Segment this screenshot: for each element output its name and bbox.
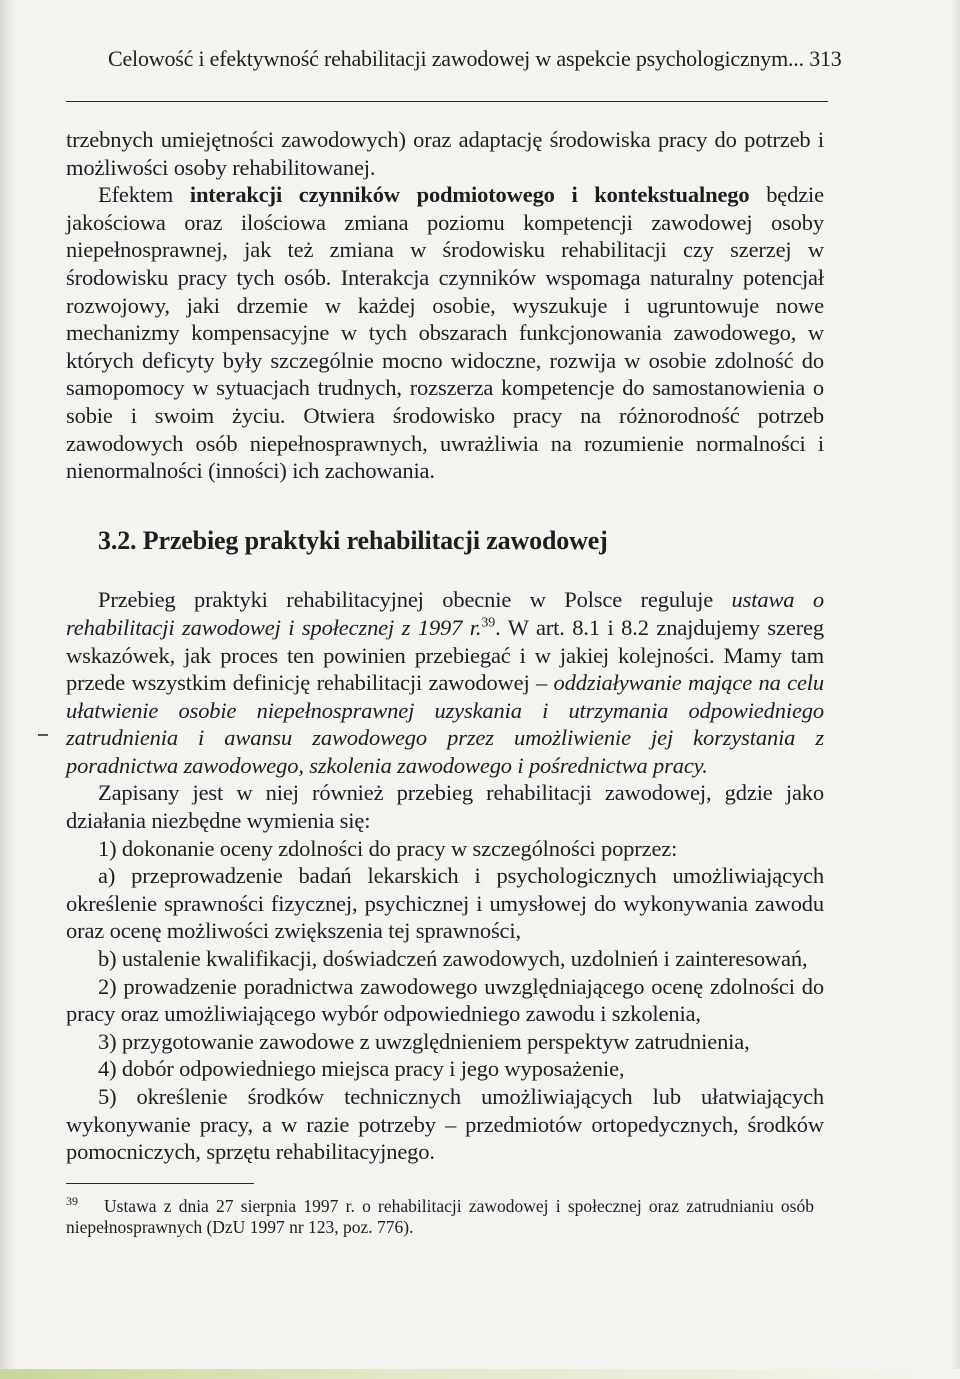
- paragraph-law-start: Przebieg praktyki rehabilitacyjnej obecnie w Polsce reguluje: [98, 587, 732, 613]
- paragraph-law: [66, 586, 824, 779]
- running-header: Celowość i efektywność rehabilitacji zawodowej w aspekcie psychologicznym... 313: [108, 46, 842, 71]
- list-item: 5) określenie środków technicznych umożliwiających lub ułatwiających wykonywanie pracy, a w razie potrzeby – przedmiotów ortopedycznych, środków pomocniczych, sprzętu rehabilitacyjnego.: [66, 1084, 824, 1165]
- bold-phrase: interakcji czynników podmiotowego i kontekstualnego: [189, 182, 750, 208]
- paragraph-interaction-start: Efektem: [98, 182, 190, 208]
- page-gutter-shadow: [0, 0, 18, 1379]
- paragraph-continuation: trzebnych umiejętności zawodowych) oraz adaptację środowiska pracy do potrzeb i możliwości osoby rehabilitowanej.: [66, 127, 824, 180]
- law-title: ustawa o rehabilitacji zawodowej i społecznej z 1997 r.: [66, 587, 824, 640]
- section-heading: 3.2. Przebieg praktyki rehabilitacji zawodowej: [98, 525, 608, 555]
- page-edge-shadow: [950, 0, 960, 1379]
- list-item: 1) dokonanie oceny zdolności do pracy w szczególności poprzez:: [98, 835, 678, 861]
- paragraph-law-mid: . W art. 8.1 i 8.2 znajdujemy szereg wskazówek, jak proces ten powinien przebiegać i w jakiej kolejności. Mamy tam przede wszystkim definicję rehabilitacji zawodowej –: [66, 614, 824, 696]
- footnote-rule: [66, 1183, 254, 1184]
- footnote-text: Ustawa z dnia 27 sierpnia 1997 r. o rehabilitacji zawodowej i społecznej oraz zatrudnianiu osób niepełnosprawnych (DzU 1997 nr 123, poz. 776).: [66, 1196, 814, 1237]
- header-rule: [66, 101, 828, 102]
- definition-quote: oddziaływanie mające na celu ułatwienie osobie niepełnosprawnej uzyskania i utrzymania odpowiedniego zatrudnienia i awansu zawodowego przez umożliwienie jej korzystania z poradnictwa zawodowego, szkolenia zawodowego i pośrednictwa pracy.: [66, 670, 824, 778]
- body-text: [66, 126, 824, 1166]
- footnote-paragraph: [66, 1196, 814, 1238]
- paragraph-interaction-rest: będzie jakościowa oraz ilościowa zmiana poziomu kompetencji zawodowej osoby niepełnosprawnej, jak też zmiana w środowisku rehabilitacji czy szerzej w środowisku pracy tych osób. Interakcja czynników wspomaga naturalny potencjał rozwojowy, jaki drzemie w każdej osobie, wyszukuje i ugruntowuje nowe mechanizmy kompensacyjne w tych obszarach funkcjonowania zawodowego, w których deficyty były szczególnie mocno widoczne, rozwija w osobie zdolność do samopomocy w sytuacjach trudnych, rozszerza kompetencje do samostanowienia o sobie i swoim życiu. Otwiera środowisko pracy na różnorodność potrzeb zawodowych osób niepełnosprawnych, uwrażliwia na rozumienie normalności i nienormalności (inności) ich zachowania.: [66, 182, 824, 484]
- list-item: a) przeprowadzenie badań lekarskich i psychologicznych umożliwiających określenie sprawności fizycznej, psychicznej i umysłowej do wykonywania zawodu oraz ocenę możliwości zwiększenia tej sprawności,: [66, 863, 824, 944]
- paragraph-procedure: Zapisany jest w niej również przebieg rehabilitacji zawodowej, gdzie jako działania niezbędne wymienia się:: [66, 780, 824, 834]
- list-item: 2) prowadzenie poradnictwa zawodowego uwzględniającego ocenę zdolności do pracy oraz umożliwiającego wybór odpowiedniego zawodu i szkolenia,: [66, 973, 824, 1027]
- footnote-number: 39: [66, 1194, 78, 1209]
- footnote: [66, 1196, 814, 1238]
- paragraph-interaction: [66, 181, 824, 485]
- list-item: 3) przygotowanie zawodowe z uwzględnieniem perspektyw zatrudnienia,: [98, 1028, 750, 1054]
- list-item: b) ustalenie kwalifikacji, doświadczeń zawodowych, uzdolnień i zainteresowań,: [98, 946, 808, 972]
- footnote-ref[interactable]: 39: [481, 615, 496, 631]
- margin-pencil-mark: [38, 734, 48, 736]
- scan-bottom-edge: [0, 1369, 960, 1379]
- list-item: 4) dobór odpowiedniego miejsca pracy i jego wyposażenie,: [98, 1056, 625, 1082]
